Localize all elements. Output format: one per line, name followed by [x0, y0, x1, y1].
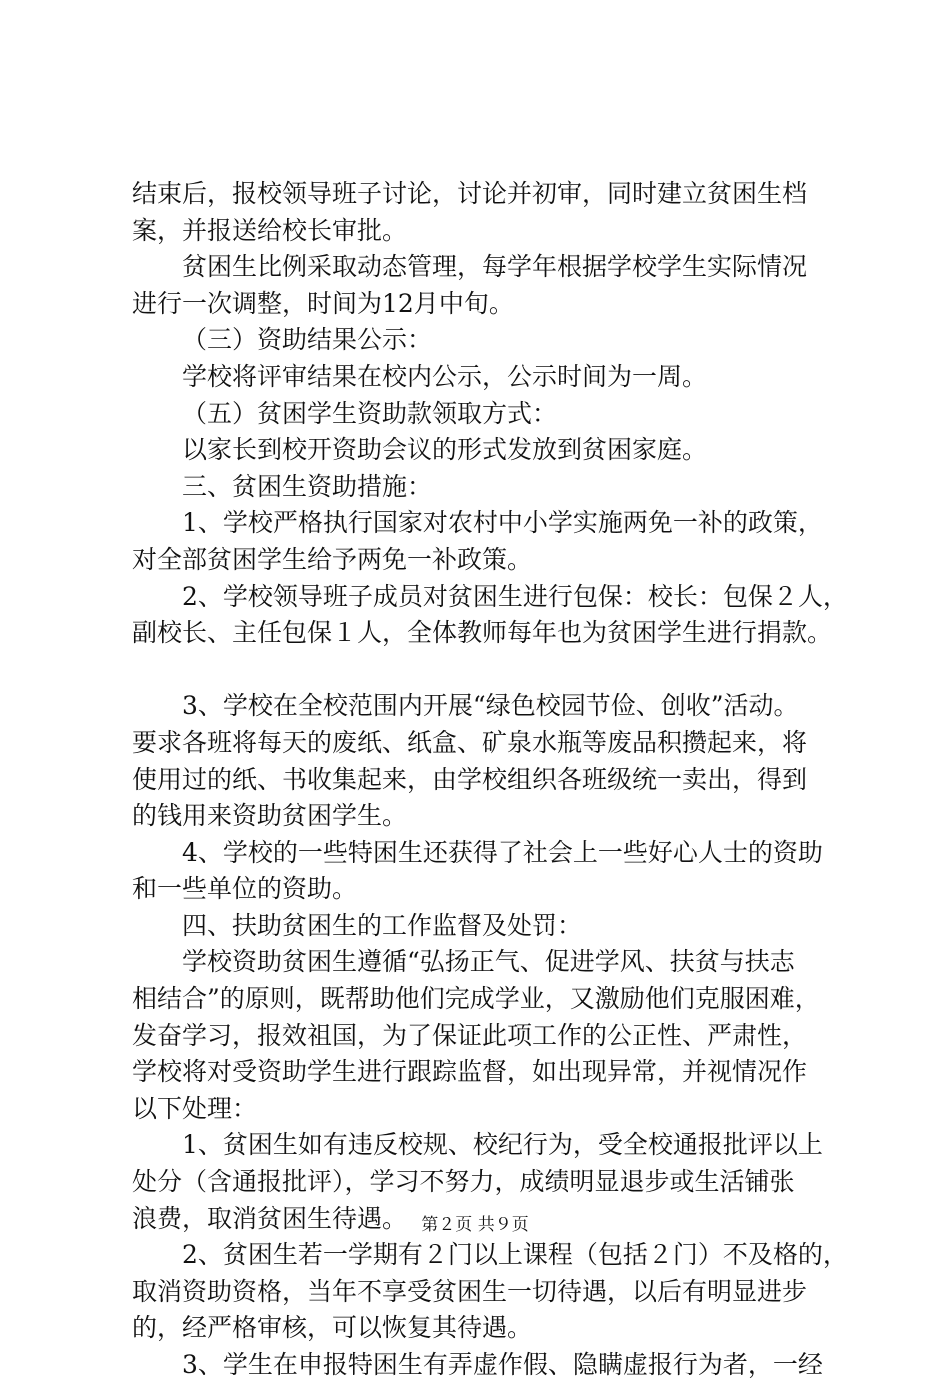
text-line: 的，经严格审核，可以恢复其待遇。	[132, 1313, 533, 1343]
section-heading: 三、贫困生资助措施：	[182, 471, 433, 501]
text-line: 对全部贫困学生给予两免一补政策。	[132, 544, 533, 574]
text-line: 3、学校在全校范围内开展“绿色校园节俭、创收”活动。	[182, 691, 799, 721]
text-line: 取消资助资格，当年不享受贫困生一切待遇，以后有明显进步	[132, 1276, 808, 1306]
section-heading: 四、扶助贫困生的工作监督及处罚：	[182, 910, 583, 940]
text-line: 4、学校的一些特困生还获得了社会上一些好心人士的资助	[182, 837, 823, 867]
text-line: 使用过的纸、书收集起来，由学校组织各班级统一卖出，得到	[132, 764, 808, 794]
text-line: 结束后，报校领导班子讨论，讨论并初审，同时建立贫困生档	[132, 179, 808, 208]
text-line: 2、学校领导班子成员对贫困生进行包保：校长：包保２人，	[182, 581, 848, 611]
text-line: 学校将对受资助学生进行跟踪监督，如出现异常，并视情况作	[132, 1057, 808, 1087]
blank-line	[132, 652, 844, 689]
text-line: 2、贫困生若一学期有２门以上课程（包括２门）不及格的，	[182, 1240, 848, 1270]
text-line: 进行一次调整，时间为12月中旬。	[132, 288, 514, 318]
text-line: 1、贫困生如有违反校规、校纪行为，受全校通报批评以上	[182, 1130, 823, 1160]
text-line: 案，并报送给校长审批。	[132, 215, 408, 245]
document-body	[132, 176, 848, 1384]
text-line: 浪费，取消贫困生待遇。	[132, 1203, 408, 1233]
text-line: 副校长、主任包保１人，全体教师每年也为贫困学生进行捐款。	[132, 618, 833, 648]
text-line: 学校将评审结果在校内公示，公示时间为一周。	[182, 361, 708, 391]
text-line: 以家长到校开资助会议的形式发放到贫困家庭。	[182, 435, 708, 465]
text-line: 发奋学习，报效祖国，为了保证此项工作的公正性、严肃性，	[132, 1020, 808, 1050]
text-line: 3、学生在申报特困生有弄虚作假、隐瞒虚报行为者，一经	[182, 1350, 823, 1379]
text-line: （三）资助结果公示：	[182, 325, 433, 355]
text-line: 以下处理：	[132, 1093, 258, 1123]
page-number-footer: 第２页 共９页	[421, 1215, 529, 1235]
text-line: 贫困生比例采取动态管理，每学年根据学校学生实际情况	[182, 252, 808, 282]
text-line: （五）贫困学生资助款领取方式：	[182, 398, 558, 428]
text-line: 和一些单位的资助。	[132, 874, 358, 904]
text-line: 要求各班将每天的废纸、纸盒、矿泉水瓶等废品积攒起来，将	[132, 727, 808, 757]
text-line: 的钱用来资助贫困学生。	[132, 801, 408, 831]
text-line: 学校资助贫困生遵循“弘扬正气、促进学风、扶贫与扶志	[182, 947, 795, 977]
text-line: 1、学校严格执行国家对农村中小学实施两免一补的政策，	[182, 508, 823, 538]
text-line: 处分（含通报批评），学习不努力，成绩明显退步或生活铺张	[132, 1167, 795, 1197]
text-line: 相结合”的原则，既帮助他们完成学业，又激励他们克服困难，	[132, 984, 820, 1014]
